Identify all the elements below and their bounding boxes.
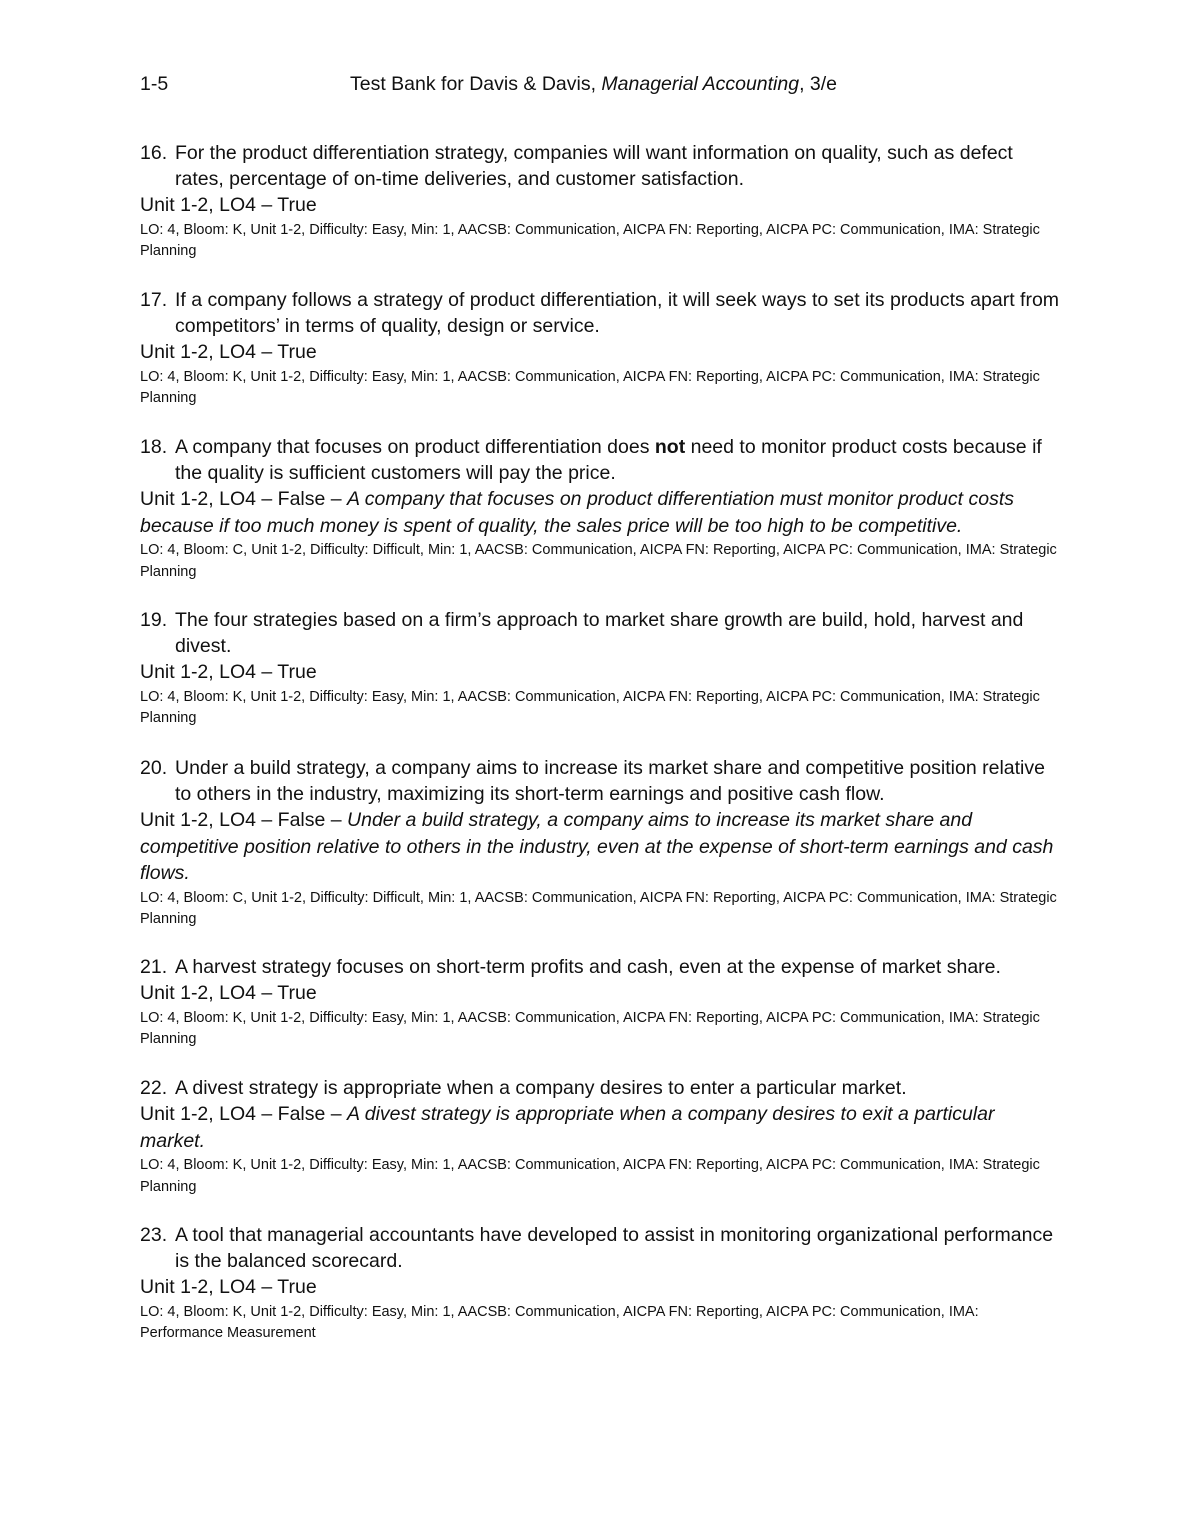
header-title xyxy=(350,71,837,97)
answer-label: Unit 1-2, LO4 – False – xyxy=(140,809,348,831)
question-metadata: LO: 4, Bloom: K, Unit 1-2, Difficulty: Easy, Min: 1, AACSB: Communication, AICPA FN: Reporting, AICPA PC: Communication, IMA: Strategic Planning xyxy=(140,1009,1040,1047)
page-number: 1-5 xyxy=(140,73,169,95)
answer-explanation: Under a build strategy, a company aims to increase its market share and competitive position relative to others in the industry, even at the expense of short-term earnings and cash flows. xyxy=(140,809,1054,884)
answer-label: Unit 1-2, LO4 – True xyxy=(140,341,317,363)
answer-label: Unit 1-2, LO4 – True xyxy=(140,661,317,683)
question-number: 19. xyxy=(140,609,168,631)
answer-label: Unit 1-2, LO4 – True xyxy=(140,1276,317,1298)
answer-label: Unit 1-2, LO4 – False – xyxy=(140,1103,348,1125)
answer-line xyxy=(140,339,1060,366)
question-metadata: LO: 4, Bloom: C, Unit 1-2, Difficulty: Difficult, Min: 1, AACSB: Communication, AICPA FN: Reporting, AICPA PC: Communication, IMA: Strategic Planning xyxy=(140,542,1057,580)
emphasis-not: not xyxy=(654,436,686,458)
answer-line xyxy=(140,1274,1060,1301)
answer-explanation: A company that focuses on product differentiation must monitor product costs because if too much money is spent of quality, the sales price will be too high to be competitive. xyxy=(140,488,1014,537)
question-statement: A harvest strategy focuses on short-term profits and cash, even at the expense of market share. xyxy=(175,956,1001,978)
question-metadata: LO: 4, Bloom: K, Unit 1-2, Difficulty: Easy, Min: 1, AACSB: Communication, AICPA FN: Reporting, AICPA PC: Communication, IMA: Strategic Planning xyxy=(140,221,1040,259)
question-text xyxy=(140,954,1060,980)
header-book-title: Managerial Accounting xyxy=(601,73,800,95)
question-metadata: LO: 4, Bloom: K, Unit 1-2, Difficulty: Easy, Min: 1, AACSB: Communication, AICPA FN: Reporting, AICPA PC: Communication, IMA: Strategic Planning xyxy=(140,368,1040,406)
question-text xyxy=(140,755,1060,807)
question-17 xyxy=(140,287,1060,410)
question-number: 22. xyxy=(140,1077,168,1099)
question-statement: If a company follows a strategy of product differentiation, it will seek ways to set its products apart from competitors’ in terms of quality, design or service. xyxy=(175,289,1060,337)
question-metadata: LO: 4, Bloom: C, Unit 1-2, Difficulty: Difficult, Min: 1, AACSB: Communication, AICPA FN: Reporting, AICPA PC: Communication, IMA: Strategic Planning xyxy=(140,889,1057,927)
question-metadata: LO: 4, Bloom: K, Unit 1-2, Difficulty: Easy, Min: 1, AACSB: Communication, AICPA FN: Reporting, AICPA PC: Communication, IMA: Strategic Planning xyxy=(140,1157,1040,1195)
question-number: 16. xyxy=(140,142,168,164)
question-statement: Under a build strategy, a company aims to increase its market share and competitive position relative to others in the industry, maximizing its short-term earnings and positive cash flow. xyxy=(175,757,1045,805)
question-number: 17. xyxy=(140,289,168,311)
question-text xyxy=(140,607,1060,659)
question-statement: For the product differentiation strategy, companies will want information on quality, such as defect rates, percentage of on-time deliveries, and customer satisfaction. xyxy=(175,142,1013,190)
question-number: 21. xyxy=(140,956,168,978)
question-number: 18. xyxy=(140,436,168,458)
answer-label: Unit 1-2, LO4 – True xyxy=(140,194,317,216)
question-18 xyxy=(140,434,1060,583)
answer-line xyxy=(140,659,1060,686)
question-statement: A divest strategy is appropriate when a company desires to enter a particular market. xyxy=(175,1077,907,1099)
question-text xyxy=(140,1222,1060,1274)
answer-line xyxy=(140,807,1060,887)
question-number: 20. xyxy=(140,757,168,779)
question-statement: A tool that managerial accountants have developed to assist in monitoring organizational performance is the balanced scorecard. xyxy=(175,1224,1054,1272)
answer-line xyxy=(140,192,1060,219)
question-text xyxy=(140,287,1060,339)
answer-explanation: A divest strategy is appropriate when a company desires to exit a particular market. xyxy=(140,1103,995,1152)
header-title-prefix: Test Bank for Davis & Davis, xyxy=(350,73,602,95)
question-20 xyxy=(140,755,1060,931)
answer-label: Unit 1-2, LO4 – False – xyxy=(140,488,348,510)
question-19 xyxy=(140,607,1060,730)
question-23 xyxy=(140,1222,1060,1345)
question-text xyxy=(140,140,1060,192)
answer-line xyxy=(140,486,1060,539)
question-text xyxy=(140,1075,1060,1101)
question-statement-end: need to monitor product costs because if the quality is sufficient customers will pay the price. xyxy=(175,436,1042,484)
question-number: 23. xyxy=(140,1224,168,1246)
header-title-suffix: , 3/e xyxy=(799,73,838,95)
answer-line xyxy=(140,1101,1060,1154)
question-statement: The four strategies based on a firm’s approach to market share growth are build, hold, harvest and divest. xyxy=(175,609,1024,657)
question-text xyxy=(140,434,1060,486)
page-header xyxy=(140,71,1050,99)
answer-line xyxy=(140,980,1060,1007)
answer-label: Unit 1-2, LO4 – True xyxy=(140,982,317,1004)
question-21 xyxy=(140,954,1060,1051)
question-metadata: LO: 4, Bloom: K, Unit 1-2, Difficulty: Easy, Min: 1, AACSB: Communication, AICPA FN: Reporting, AICPA PC: Communication, IMA: Strategic Planning xyxy=(140,688,1040,726)
question-22 xyxy=(140,1075,1060,1198)
question-statement-start: A company that focuses on product differentiation does xyxy=(175,436,655,458)
question-16 xyxy=(140,140,1060,263)
question-metadata: LO: 4, Bloom: K, Unit 1-2, Difficulty: Easy, Min: 1, AACSB: Communication, AICPA FN: Reporting, AICPA PC: Communication, IMA: Performance Measurement xyxy=(140,1303,979,1341)
